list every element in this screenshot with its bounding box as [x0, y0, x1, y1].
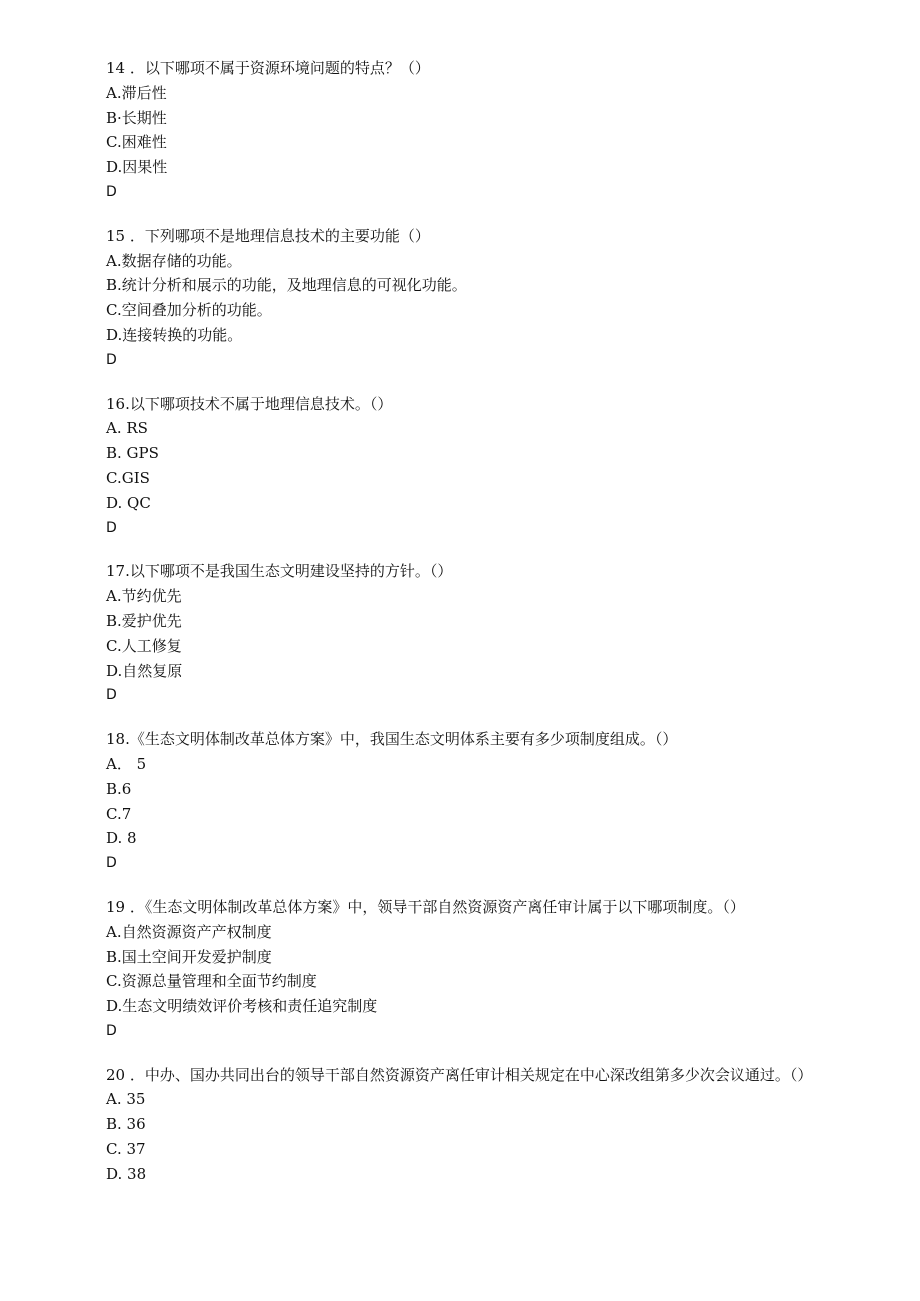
- answer: D: [106, 855, 117, 872]
- option-a: A.滞后性: [106, 83, 167, 102]
- question-stem: 18.《生态文明体制改革总体方案》中，我国生态文明体系主要有多少项制度组成。（）: [106, 730, 678, 749]
- question-16: [106, 392, 856, 541]
- answer: D: [106, 519, 117, 536]
- option-c: C.人工修复: [106, 636, 182, 655]
- option-a: A.数据存储的功能。: [106, 251, 242, 270]
- option-c: C.资源总量管理和全面节约制度: [106, 972, 317, 991]
- option-c: C.困难性: [106, 133, 167, 152]
- option-a: A． 5: [106, 754, 147, 773]
- question-stem: 20 ．中办、国办共同出台的领导干部自然资源资产离任审计相关规定在中心深改组第多少次会议通过。（）: [106, 1065, 813, 1084]
- option-c: C.GIS: [106, 468, 150, 487]
- option-a: A. 35: [106, 1090, 146, 1109]
- question-14: [106, 56, 856, 205]
- option-d: D.因果性: [106, 158, 168, 177]
- question-19: [106, 895, 856, 1044]
- option-b: B.6: [106, 779, 132, 798]
- question-stem: 19 ．《生态文明体制改革总体方案》中，领导干部自然资源资产离任审计属于以下哪项制度。（）: [106, 897, 745, 916]
- answer: D: [106, 183, 117, 200]
- option-d: D. 38: [106, 1164, 147, 1183]
- option-b: B. 36: [106, 1115, 146, 1134]
- option-d: D. QC: [106, 493, 151, 512]
- question-15: [106, 224, 856, 373]
- option-c: C.空间叠加分析的功能。: [106, 301, 272, 320]
- option-d: D.连接转换的功能。: [106, 325, 243, 344]
- question-18: [106, 727, 856, 876]
- option-a: A. RS: [106, 419, 148, 438]
- option-a: A.自然资源资产产权制度: [106, 922, 272, 941]
- document-body: [106, 56, 856, 1206]
- answer: D: [106, 1022, 117, 1039]
- option-d: D.自然复原: [106, 661, 183, 680]
- question-20: [106, 1063, 856, 1187]
- option-b: B.统计分析和展示的功能，及地理信息的可视化功能。: [106, 276, 467, 295]
- answer: D: [106, 351, 117, 368]
- option-b: B·长期性: [106, 108, 167, 127]
- question-stem: 15 ．下列哪项不是地理信息技术的主要功能（）: [106, 226, 430, 245]
- question-stem: 17.以下哪项不是我国生态文明建设坚持的方针。（）: [106, 562, 453, 581]
- question-17: [106, 559, 856, 708]
- option-c: C. 37: [106, 1140, 146, 1159]
- option-c: C.7: [106, 804, 132, 823]
- question-stem: 14 ．以下哪项不属于资源环境问题的特点？（）: [106, 59, 430, 77]
- option-b: B.爱护优先: [106, 611, 182, 630]
- option-d: D.生态文明绩效评价考核和责任追究制度: [106, 997, 378, 1016]
- option-a: A.节约优先: [106, 587, 182, 606]
- answer: D: [106, 687, 117, 704]
- question-stem: 16.以下哪项技术不属于地理信息技术。（）: [106, 394, 393, 413]
- option-b: B.国土空间开发爱护制度: [106, 947, 272, 966]
- option-b: B. GPS: [106, 444, 159, 463]
- option-d: D. 8: [106, 829, 137, 848]
